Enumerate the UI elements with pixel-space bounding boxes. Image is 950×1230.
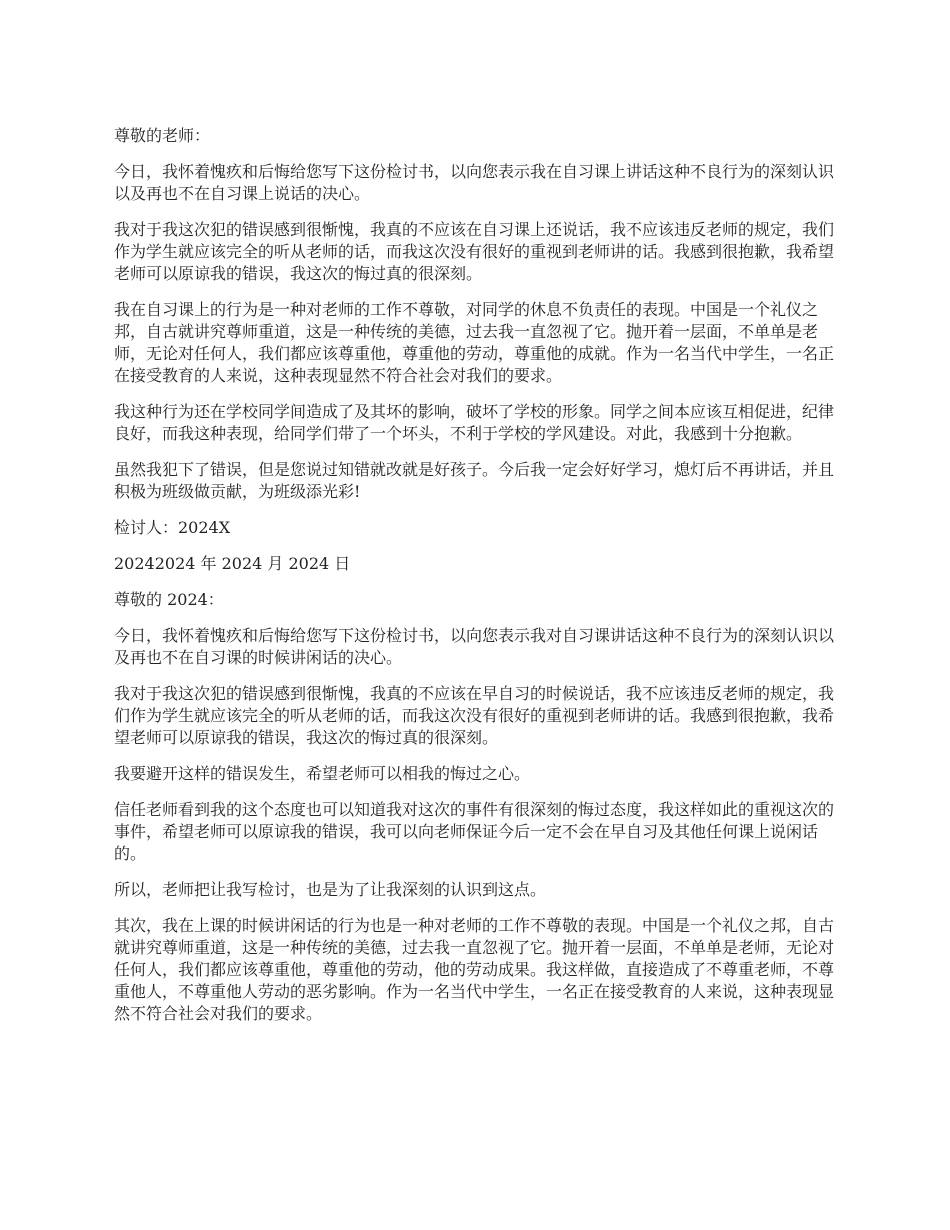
paragraph-intro-2: 今日，我怀着愧疚和后悔给您写下这份检讨书，以向您表示我对自习课讲话这种不良行为的深刻认识以及再也不在自习课的时候讲闲话的决心。 bbox=[114, 626, 835, 667]
paragraph-behavior-2: 其次，我在上课的时候讲闲话的行为也是一种对老师的工作不尊敬的表现。中国是一个礼仪之邦，自古就讲究尊师重道，这是一种传统的美德，过去我一直忽视了它。抛开着一层面，不单单是老师，无论对任何人，我们都应该尊重他，尊重他的劳动，他的劳动成果。我这样做，直接造成了不尊重老师，不尊重他人，不尊重他人劳动的恶劣影响。作为一名当代中学生，一名正在接受教育的人来说，这种表现显然不符合社会对我们的要求。 bbox=[114, 916, 835, 1023]
paragraph-apology-1: 我对于我这次犯的错误感到很惭愧，我真的不应该在自习课上还说话，我不应该违反老师的规定，我们作为学生就应该完全的听从老师的话，而我这次没有很好的重视到老师讲的话。我感到很抱歉，我希望老师可以原谅我的错误，我这次的悔过真的很深刻。 bbox=[114, 220, 835, 283]
signature-line: 检讨人：2024X bbox=[114, 518, 231, 537]
paragraph-impact: 我这种行为还在学校同学间造成了及其坏的影响，破坏了学校的形象。同学之间本应该互相促进，纪律良好，而我这种表现，给同学们带了一个坏头，不利于学校的学风建设。对此，我感到十分抱歉。 bbox=[114, 402, 835, 443]
salutation-1: 尊敬的老师： bbox=[114, 126, 211, 145]
paragraph-promise: 虽然我犯下了错误，但是您说过知错就改就是好孩子。今后我一定会好好学习，熄灯后不再讲话，并且积极为班级做贡献，为班级添光彩! bbox=[114, 460, 835, 501]
paragraph-avoid: 我要避开这样的错误发生，希望老师可以相我的悔过之心。 bbox=[114, 764, 531, 783]
date-line: 20242024 年 2024 月 2024 日 bbox=[114, 554, 351, 573]
paragraph-intro-1: 今日，我怀着愧疚和后悔给您写下这份检讨书，以向您表示我在自习课上讲话这种不良行为的深刻认识以及再也不在自习课上说话的决心。 bbox=[114, 162, 835, 203]
paragraph-therefore: 所以，老师把让我写检讨，也是为了让我深刻的认识到这点。 bbox=[114, 880, 547, 899]
paragraph-apology-2: 我对于我这次犯的错误感到很惭愧，我真的不应该在早自习的时候说话，我不应该违反老师的规定，我们作为学生就应该完全的听从老师的话，而我这次没有很好的重视到老师讲的话。我感到很抱歉，我希望老师可以原谅我的错误，我这次的悔过真的很深刻。 bbox=[114, 684, 835, 747]
paragraph-behavior-1: 我在自习课上的行为是一种对老师的工作不尊敬，对同学的休息不负责任的表现。中国是一个礼仪之邦，自古就讲究尊师重道，这是一种传统的美德，过去我一直忽视了它。抛开着一层面，不单单是老师，无论对任何人，我们都应该尊重他，尊重他的劳动，尊重他的成就。作为一名当代中学生，一名正在接受教育的人来说，这种表现显然不符合社会对我们的要求。 bbox=[114, 300, 835, 385]
salutation-2: 尊敬的 2024： bbox=[114, 590, 224, 609]
paragraph-trust: 信任老师看到我的这个态度也可以知道我对这次的事件有很深刻的悔过态度，我这样如此的重视这次的事件，希望老师可以原谅我的错误，我可以向老师保证今后一定不会在早自习及其他任何课上说闲话的。 bbox=[114, 800, 835, 863]
